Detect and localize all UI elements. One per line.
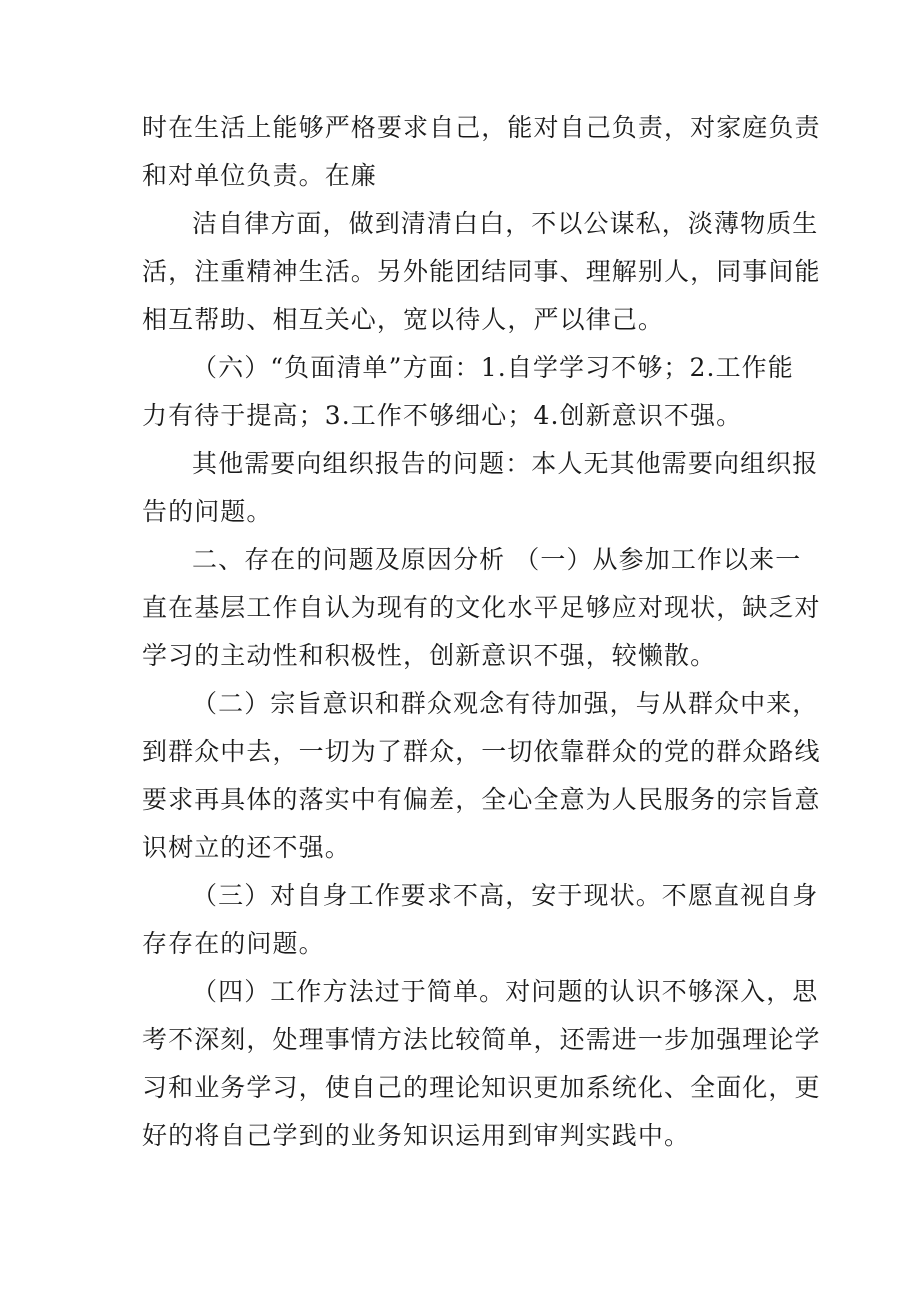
paragraph-line: （二）宗旨意识和群众观念有待加强，与从群众中来， bbox=[192, 689, 819, 718]
paragraph-1 bbox=[142, 104, 821, 200]
paragraph-line: 相互帮助、相互关心，宽以待人，严以律己。 bbox=[142, 305, 665, 334]
paragraph-line: 要求再具体的落实中有偏差，全心全意为人民服务的宗旨意 bbox=[142, 785, 821, 814]
paragraph-line: 习和业务学习，使自己的理论知识更加系统化、全面化，更 bbox=[142, 1073, 821, 1102]
paragraph-line: 二、存在的问题及原因分析 （一）从参加工作以来一 bbox=[192, 545, 802, 574]
paragraph-line: 其他需要向组织报告的问题：本人无其他需要向组织报 bbox=[192, 449, 819, 478]
paragraph-8 bbox=[142, 968, 821, 1160]
paragraph-6 bbox=[142, 680, 821, 872]
paragraph-7 bbox=[142, 872, 819, 968]
paragraph-2 bbox=[142, 200, 821, 344]
paragraph-line: 存存在的问题。 bbox=[142, 929, 325, 958]
paragraph-line: （六）“负面清单”方面：1.自学学习不够；2.工作能 bbox=[192, 353, 794, 382]
paragraph-line: 学习的主动性和积极性，创新意识不强，较懒散。 bbox=[142, 641, 717, 670]
paragraph-line: 力有待于提高；3.工作不够细心；4.创新意识不强。 bbox=[142, 401, 743, 430]
paragraph-4 bbox=[142, 440, 819, 536]
paragraph-line: 识树立的还不强。 bbox=[142, 833, 351, 862]
paragraph-line: （三）对自身工作要求不高，安于现状。不愿直视自身 bbox=[192, 881, 819, 910]
paragraph-line: 直在基层工作自认为现有的文化水平足够应对现状，缺乏对 bbox=[142, 593, 821, 622]
paragraph-line: 考不深刻，处理事情方法比较简单，还需进一步加强理论学 bbox=[142, 1025, 821, 1054]
paragraph-line: 时在生活上能够严格要求自己，能对自己负责，对家庭负责 bbox=[142, 113, 821, 142]
paragraph-line: 洁自律方面，做到清清白白，不以公谋私，淡薄物质生 bbox=[192, 209, 819, 238]
paragraph-line: 和对单位负责。在廉 bbox=[142, 161, 377, 190]
paragraph-3 bbox=[142, 344, 794, 440]
paragraph-line: 好的将自己学到的业务知识运用到审判实践中。 bbox=[142, 1121, 691, 1150]
paragraph-line: （四）工作方法过于简单。对问题的认识不够深入，思 bbox=[192, 977, 819, 1006]
paragraph-line: 活，注重精神生活。另外能团结同事、理解别人，同事间能 bbox=[142, 257, 821, 286]
paragraph-line: 到群众中去，一切为了群众，一切依靠群众的党的群众路线 bbox=[142, 737, 821, 766]
paragraph-line: 告的问题。 bbox=[142, 497, 273, 526]
paragraph-5 bbox=[142, 536, 821, 680]
